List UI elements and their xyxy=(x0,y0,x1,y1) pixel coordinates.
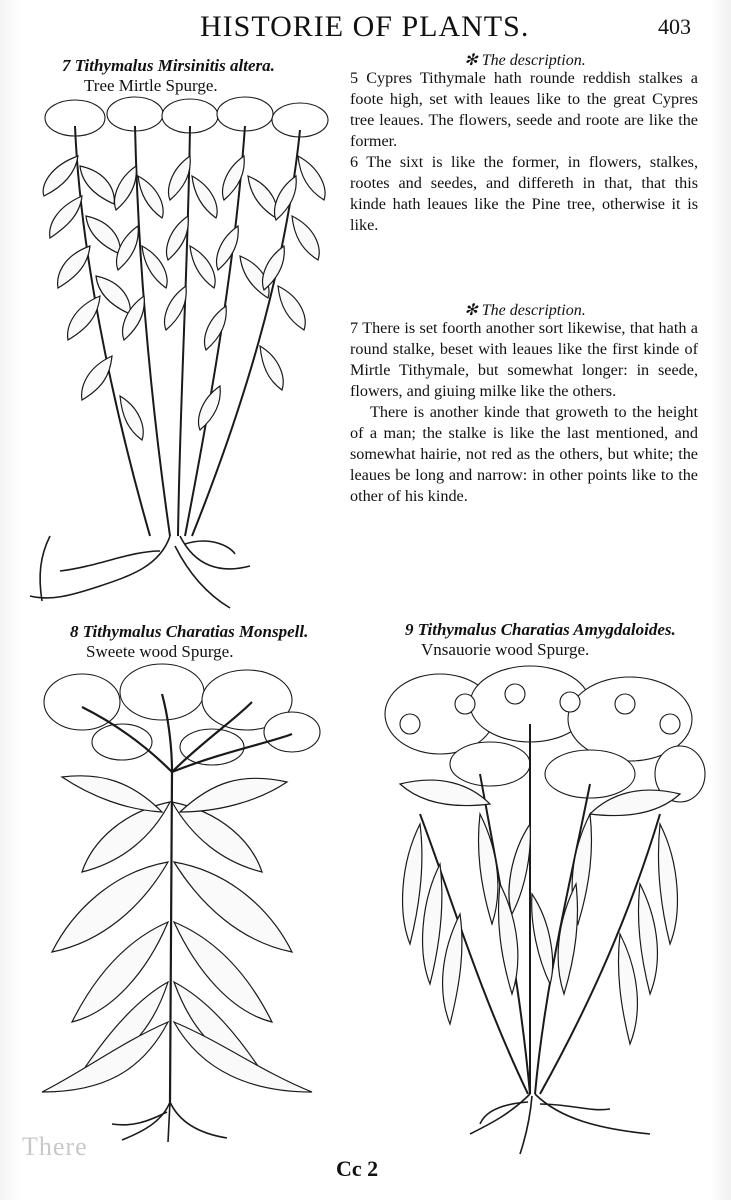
description-para-5: 5 Cypres Tithymale hath rounde reddish stalkes a foote high, set with leaues like to the great Cypres tree leaues. The flowers, seede and roote are like the former. xyxy=(350,69,698,150)
figure-8-number: 8 xyxy=(70,622,79,641)
figure-9-leaves xyxy=(400,780,680,1044)
figure-7-number: 7 xyxy=(62,56,71,75)
running-title: HISTORIE OF PLANTS. xyxy=(200,10,530,43)
figure-7-flower-clusters xyxy=(45,97,328,137)
printer-signature: Cc 2 xyxy=(336,1156,379,1181)
figure-9-latin-name xyxy=(405,620,705,640)
figure-7-latin: Tithymalus Mirsinitis altera. xyxy=(74,56,275,75)
figure-8-roots xyxy=(112,1102,227,1142)
description-2-body xyxy=(350,318,698,507)
figure-8-leaves xyxy=(42,776,312,1092)
figure-7-english-name: Tree Mirtle Spurge. xyxy=(84,76,218,95)
description-2-heading: ✻ The description. xyxy=(464,302,586,319)
figure-7-caption xyxy=(62,56,322,96)
description-para-8: There is another kinde that groweth to the height of a man; the stalke is like the last mentioned, and somewhat hairie, not red as the others, but white; the leaues be long and narrow: in other points like to the other of his kinde. xyxy=(350,403,698,505)
description-1-heading: ✻ The description. xyxy=(464,52,586,69)
figure-8-latin-name xyxy=(70,622,330,642)
figure-9-roots xyxy=(470,1094,650,1154)
page-number: 403 xyxy=(658,14,691,39)
figure-9-latin: Tithymalus Charatias Amygdaloides. xyxy=(417,620,676,639)
figure-7-roots xyxy=(30,536,250,608)
figure-7-leaves xyxy=(43,156,325,440)
figure-8-english-name: Sweete wood Spurge. xyxy=(86,642,234,661)
description-para-7: 7 There is set foorth another sort likewise, that hath a round stalke, beset with leaues like the first kinde of Mirtle Tithymale, but somewhat longer: in seede, flowers, and giuing milke like the others. xyxy=(350,319,698,400)
figure-9-number: 9 xyxy=(405,620,414,639)
figure-8-caption xyxy=(70,622,330,662)
description-para-6: 6 The sixt is like the former, in flowers, stalkes, rootes and seedes, and differeth in that, that this kinde hath leaues like the Pine tree, otherwise it is like. xyxy=(350,153,698,234)
figure-8-flower-umbel xyxy=(44,664,320,765)
figure-7-latin-name xyxy=(62,56,322,76)
figure-9-english-name: Vnsauorie wood Spurge. xyxy=(421,640,590,659)
figure-7-woodcut xyxy=(20,96,350,616)
description-1-body xyxy=(350,68,698,236)
figure-8-woodcut xyxy=(22,662,332,1162)
bleed-through-text: There xyxy=(22,1132,88,1161)
figure-8-latin: Tithymalus Charatias Monspell. xyxy=(82,622,309,641)
figure-9-caption xyxy=(405,620,705,660)
figure-9-woodcut xyxy=(380,664,710,1164)
